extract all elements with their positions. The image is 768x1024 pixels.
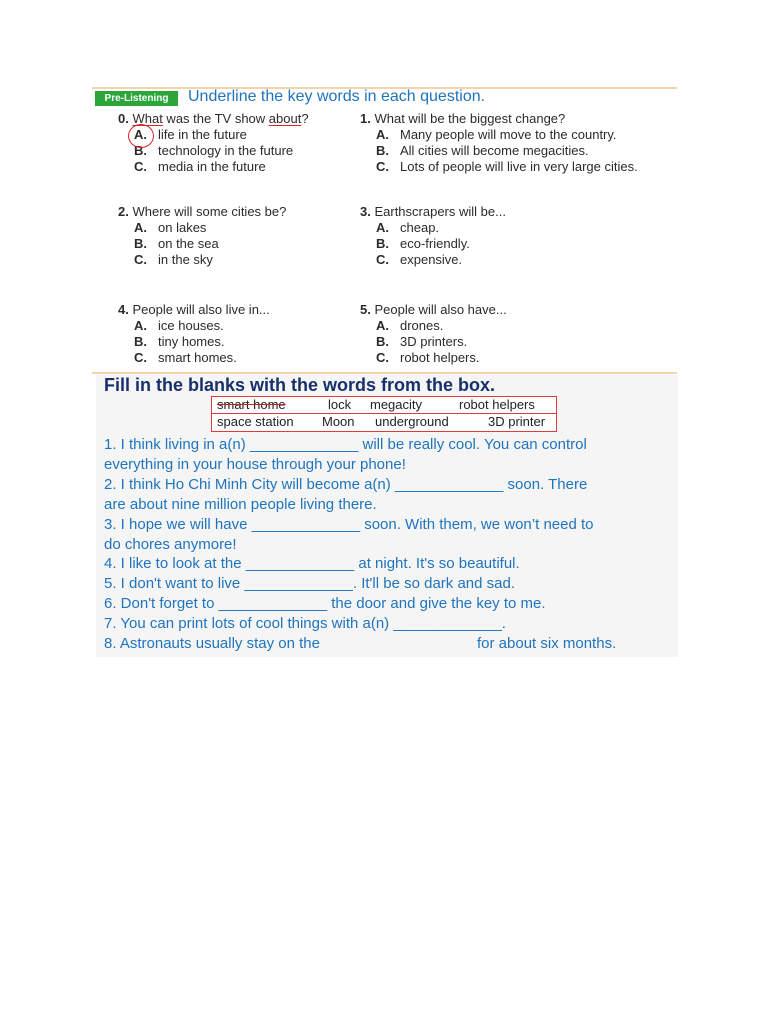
stem-text: was the TV show (162, 111, 269, 126)
question-5 (360, 302, 690, 366)
sentence-line: 5. I don't want to live _____________. It'll be so dark and sad. (104, 575, 516, 592)
option-a[interactable]: A. life in the future (134, 127, 247, 142)
question-number: 4. (118, 302, 129, 317)
sentence-line: everything in your house through your phone! (104, 456, 406, 473)
question-number: 0. (118, 111, 129, 126)
underlined-keyword: What (132, 111, 163, 126)
stem-text: People will also live in... (132, 302, 270, 317)
question-number: 5. (360, 302, 371, 317)
word-box (211, 396, 557, 432)
stem-text: People will also have... (374, 302, 507, 317)
option-a[interactable]: A. Many people will move to the country. (376, 127, 617, 142)
sentence-line: 6. Don't forget to _____________ the door and give the key to me. (104, 595, 546, 612)
sentence-line: 1. I think living in a(n) _____________ will be really cool. You can control (104, 436, 587, 453)
question-1 (360, 111, 690, 175)
answer-circle-mark (128, 124, 154, 148)
option-c[interactable]: C. in the sky (134, 252, 213, 267)
word-box-item: 3D printer (488, 414, 546, 429)
pre-listening-badge: Pre-Listening (95, 91, 178, 106)
stem-text: What will be the biggest change? (374, 111, 566, 126)
option-c[interactable]: C. media in the future (134, 159, 266, 174)
option-c[interactable]: C. smart homes. (134, 350, 237, 365)
question-stem (360, 111, 690, 127)
option-b[interactable]: B. eco-friendly. (376, 236, 470, 251)
sentence-line: 8. Astronauts usually stay on the (104, 635, 320, 652)
option-b[interactable]: B. All cities will become megacities. (376, 143, 589, 158)
word-box-item: Moon (322, 414, 355, 429)
word-box-item: underground (375, 414, 449, 429)
word-box-item: megacity (370, 397, 423, 412)
word-box-item: smart home (217, 397, 286, 412)
stem-text: Where will some cities be? (132, 204, 287, 219)
question-stem (360, 302, 690, 318)
option-b[interactable]: B. on the sea (134, 236, 219, 251)
fill-in-instruction: Fill in the blanks with the words from the box. (104, 375, 496, 395)
sentence-line: 3. I hope we will have _____________ soon. With them, we won’t need to (104, 516, 594, 533)
option-c[interactable]: C. expensive. (376, 252, 463, 267)
option-c[interactable]: C. robot helpers. (376, 350, 480, 365)
sentence-line: 7. You can print lots of cool things with a(n) _____________. (104, 615, 506, 632)
sentence-line: 2. I think Ho Chi Minh City will become a(n) _____________ soon. There (104, 476, 588, 493)
question-stem (360, 204, 690, 220)
option-b[interactable]: B. tiny homes. (134, 334, 225, 349)
section-divider (92, 372, 677, 374)
stem-text: ? (301, 111, 309, 126)
option-a[interactable]: A. drones. (376, 318, 444, 333)
word-box-item: space station (217, 414, 294, 429)
question-number: 3. (360, 204, 371, 219)
underlined-keyword: about (268, 111, 302, 126)
sentence-line: 4. I like to look at the _____________ at night. It's so beautiful. (104, 555, 520, 572)
word-box-item: robot helpers (459, 397, 535, 412)
sentence-line: are about nine million people living there. (104, 496, 377, 513)
question-number: 1. (360, 111, 371, 126)
option-b[interactable]: B. 3D printers. (376, 334, 468, 349)
pre-listening-instruction: Underline the key words in each question. (188, 88, 486, 105)
option-a[interactable]: A. on lakes (134, 220, 207, 235)
sentence-line: for about six months. (477, 635, 617, 652)
option-b[interactable]: B. technology in the future (134, 143, 294, 158)
sentence-line: do chores anymore! (104, 536, 237, 553)
option-c[interactable]: C. Lots of people will live in very large cities. (376, 159, 638, 174)
question-3 (360, 204, 690, 268)
stem-text: Earthscrapers will be... (374, 204, 506, 219)
word-box-item: lock (328, 397, 352, 412)
question-number: 2. (118, 204, 129, 219)
option-a[interactable]: A. ice houses. (134, 318, 224, 333)
option-a[interactable]: A. cheap. (376, 220, 440, 235)
